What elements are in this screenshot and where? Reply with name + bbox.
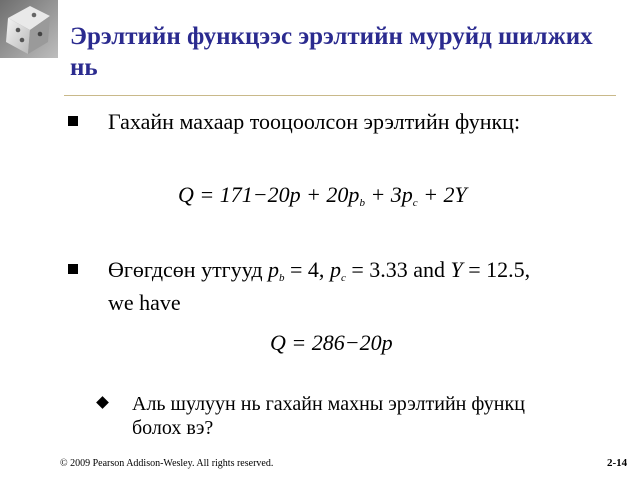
eq1-sub-c: c (412, 197, 418, 209)
bullet2-part1: = 4, (284, 257, 330, 282)
eq1-sub-b: b (359, 197, 365, 209)
diamond-bullet-icon (96, 396, 109, 409)
copyright-footer: © 2009 Pearson Addison-Wesley. All rights reserved. (60, 458, 274, 469)
equation-demand-function (178, 182, 467, 216)
title-divider (64, 95, 616, 96)
square-bullet-icon (68, 264, 78, 274)
bullet2-part3: = 12.5, (462, 257, 531, 282)
bullet2-p2: p (329, 257, 341, 282)
slide-title (70, 21, 615, 83)
bullet2-sub-c: c (340, 272, 346, 284)
eq1-mid: + 3p (364, 182, 413, 207)
eq1-rhs: + 2Y (417, 182, 467, 207)
page-number: 2-14 (607, 457, 628, 469)
equation-demand-curve: Q = 286−20p (270, 330, 393, 355)
bullet-text-2 (108, 257, 530, 291)
bullet-text-1: Гахайн махаар тооцоолсон эрэлтийн функц: (108, 109, 521, 134)
bullet2-sub-b: b (279, 272, 285, 284)
square-bullet-icon (68, 116, 78, 126)
title-line-2: нь (70, 54, 98, 81)
sub-bullet-line-2: болох вэ? (132, 417, 214, 439)
bullet2-p: p (268, 257, 280, 282)
sub-bullet-line-1: Аль шулуун нь гахайн махны эрэлтийн функц (132, 393, 525, 415)
bullet2-part2: = 3.33 and (345, 257, 451, 282)
eq1-lhs: Q = 171−20p + 20p (178, 182, 360, 207)
title-line-1: Эрэлтийн функцээс эрэлтийн муруйд шилжих (70, 23, 593, 50)
bullet-text-2-line2: we have (108, 290, 181, 315)
bullet2-y: Y (450, 257, 463, 282)
bullet2-prefix: Өгөгдсөн утгууд (108, 257, 269, 282)
dice-image (0, 0, 58, 58)
